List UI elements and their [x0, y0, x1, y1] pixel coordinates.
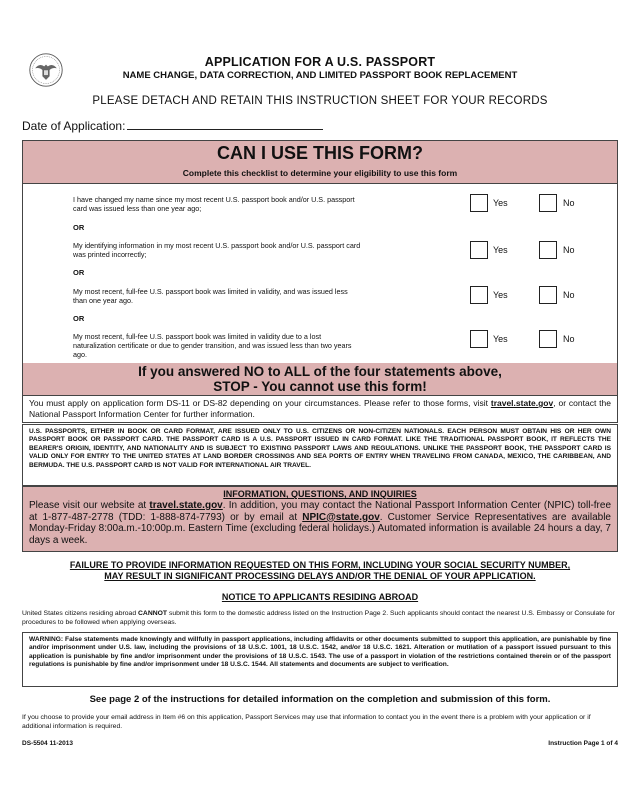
q1-no-checkbox[interactable]: [539, 194, 557, 212]
travel-state-gov-link[interactable]: travel.state.gov: [490, 398, 554, 408]
q4-no-label: No: [563, 334, 575, 344]
apply-text-2: , or contact the National Passport Information Center for further information.: [29, 398, 611, 419]
eligibility-checklist: [22, 140, 618, 364]
apply-text-1: You must apply on application form DS-11 or DS-82 depending on your circumstances. Please refer to those forms, visit: [29, 398, 491, 408]
npic-email-link[interactable]: NPIC@state.gov: [302, 511, 380, 523]
q3-no-label: No: [563, 290, 575, 300]
checklist-subtitle: Complete this checklist to determine your eligibility to use this form: [182, 168, 458, 178]
form-title: APPLICATION FOR A U.S. PASSPORT: [204, 55, 436, 69]
abroad-text: [22, 610, 620, 627]
or-separator: OR: [73, 314, 85, 323]
q2-yes-label: Yes: [493, 245, 508, 255]
abroad-text-2: submit this form to the domestic address listed on the Instruction Page 2. Such applicants should contact the nearest U.S. Embassy or Consulate for procedures to be followed when applying overseas.: [22, 610, 615, 626]
date-input-line[interactable]: [127, 119, 323, 130]
q4-no-checkbox[interactable]: [539, 330, 557, 348]
abroad-text-1: United States citizens residing abroad: [22, 610, 138, 617]
info-text-3: . Customer Service Representatives are available Monday-Friday 8:00a.m.-10:00p.m. Eastern Time (excluding federal holidays.) Automated information is available 24 hours a day, 7 days a week.: [29, 511, 611, 546]
travel-state-gov-link[interactable]: travel.state.gov: [149, 500, 223, 511]
alternate-forms-box: [22, 395, 618, 423]
q1-yes-checkbox[interactable]: [470, 194, 488, 212]
page-number: Instruction Page 1 of 4: [548, 740, 618, 747]
see-page-2-note: See page 2 of the instructions for detailed information on the completion and submission of this form.: [89, 694, 551, 705]
form-id: DS-5504 11-2013: [22, 740, 73, 747]
q1-yes-label: Yes: [493, 198, 508, 208]
question-2: My identifying information in my most recent U.S. passport book and/or U.S. passport card was printed incorrectly;: [73, 241, 361, 259]
or-separator: OR: [73, 268, 85, 277]
failure-notice: [0, 560, 640, 581]
stop-line-1: If you answered NO to ALL of the four statements above,: [138, 364, 502, 379]
q3-yes-checkbox[interactable]: [470, 286, 488, 304]
passport-card-notice-text: U.S. PASSPORTS, EITHER IN BOOK OR CARD FORMAT, ARE ISSUED ONLY TO U.S. CITIZENS OR NON-CITIZEN NATIONALS. EACH PERSON MUST OBTAIN HIS OR HER OWN PASSPORT BOOK OR PASSPORT CARD. THE PASSPORT CARD IS A U.S. PASSPORT ISSUED IN CARD FORMAT. LIKE THE TRADITIONAL PASSPORT BOOK, IT REFLECTS THE BEARER'S ORIGIN, IDENTITY, AND NATIONALITY AND IS SUBJECT TO EXISTING PASSPORT LAWS AND REGULATIONS. UNLIKE THE PASSPORT BOOK, THE PASSPORT CARD IS VALID ONLY FOR ENTRY TO THE UNITED STATES AT LAND BORDER CROSSINGS AND SEA PORTS OF ENTRY WHEN TRAVELING FROM CANADA, MEXICO, THE CARIBBEAN, AND BERMUDA. THE U.S. PASSPORT CARD IS NOT VALID FOR INTERNATIONAL AIR TRAVEL.: [29, 428, 611, 469]
info-text-1: Please visit our website at: [29, 500, 150, 511]
warning-text: WARNING: False statements made knowingly and willfully in passport applications, including affidavits or other documents submitted to support this application, are punishable by fine and/or imprisonment under U.S. law, including the provisions of 18 U.S.C. 1001, 18 U.S.C. 1542, and/or 18 U.S.C. 1621. Alteration or mutilation of a passport issued pursuant to this application is punishable by fine and/or imprisonment under the provisions of 18 U.S.C. 1543. The use of a passport in violation of the restrictions contained therein or of the passport regulations is punishable by fine and/or imprisonment under 18 U.S.C. 1544. All statements and documents are subject to verification.: [29, 636, 611, 669]
checklist-header: [23, 141, 617, 184]
q4-yes-checkbox[interactable]: [470, 330, 488, 348]
checklist-title: CAN I USE THIS FORM?: [217, 143, 423, 163]
email-note: If you choose to provide your email address in Item #6 on this application, Passport Services may use that information to contact you in the event there is a problem with your application or if additional information is required.: [22, 714, 591, 730]
information-box: [22, 486, 618, 552]
stop-line-2: STOP - You cannot use this form!: [213, 379, 427, 394]
passport-card-notice: [22, 424, 618, 486]
or-separator: OR: [73, 223, 85, 232]
q2-no-label: No: [563, 245, 575, 255]
q2-no-checkbox[interactable]: [539, 241, 557, 259]
info-text-2: . In addition, you may contact the National Passport Information Center (NPIC) toll-free at 1-877-487-2778 (TDD: 1-888-874-7793) or by email at: [29, 500, 612, 523]
q1-no-label: No: [563, 198, 575, 208]
stop-banner: [22, 363, 618, 396]
abroad-heading: NOTICE TO APPLICANTS RESIDING ABROAD: [221, 592, 419, 602]
question-1: I have changed my name since my most recent U.S. passport book and/or U.S. passport card was issued less than one year ago;: [73, 195, 355, 213]
alternate-forms-text: [29, 398, 611, 419]
information-body: [29, 500, 611, 546]
q4-yes-label: Yes: [493, 334, 508, 344]
q2-yes-checkbox[interactable]: [470, 241, 488, 259]
date-label: Date of Application:: [22, 119, 126, 133]
question-3: My most recent, full-fee U.S. passport book was limited in validity, and was issued less than one year ago.: [73, 287, 348, 305]
detach-instruction: PLEASE DETACH AND RETAIN THIS INSTRUCTION SHEET FOR YOUR RECORDS: [92, 95, 548, 107]
warning-box: [22, 632, 618, 687]
failure-line-1: FAILURE TO PROVIDE INFORMATION REQUESTED ON THIS FORM, INCLUDING YOUR SOCIAL SECURITY NUMBER,: [69, 560, 571, 570]
date-of-application: [22, 119, 323, 133]
abroad-cannot: CANNOT: [138, 610, 168, 617]
question-4: My most recent, full-fee U.S. passport book was limited in validity due to a lost naturalization certificate or due to gender transition, and was issued less than two years ago.: [73, 332, 352, 359]
information-heading: INFORMATION, QUESTIONS, AND INQUIRIES: [223, 489, 417, 499]
q3-yes-label: Yes: [493, 290, 508, 300]
form-subtitle: NAME CHANGE, DATA CORRECTION, AND LIMITED PASSPORT BOOK REPLACEMENT: [122, 70, 518, 81]
failure-line-2: MAY RESULT IN SIGNIFICANT PROCESSING DELAYS AND/OR THE DENIAL OF YOUR APPLICATION.: [104, 570, 536, 581]
q3-no-checkbox[interactable]: [539, 286, 557, 304]
